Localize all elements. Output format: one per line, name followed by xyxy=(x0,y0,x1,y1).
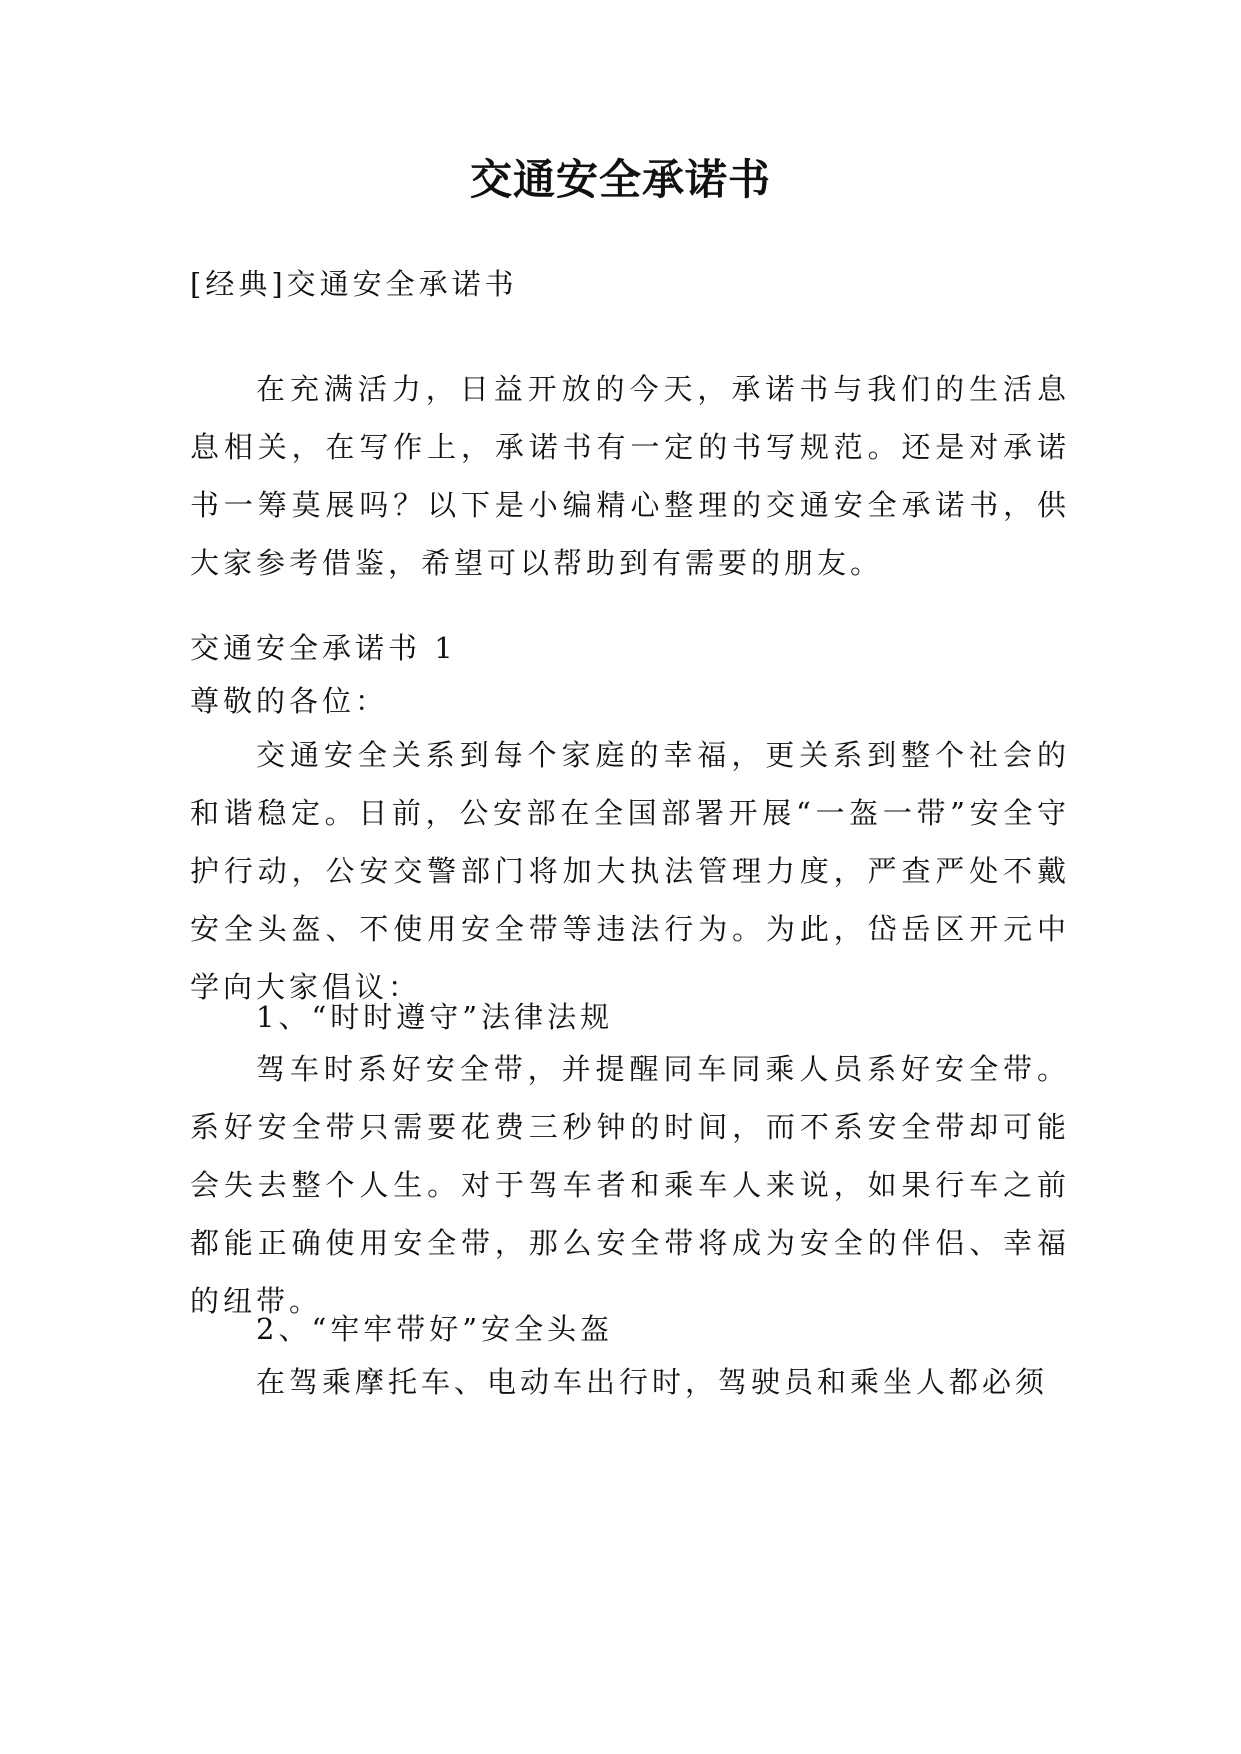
item-2-heading: 2、“牢牢带好”安全头盔 xyxy=(256,1312,614,1346)
section-heading: 交通安全承诺书 1 xyxy=(190,631,457,665)
salutation: 尊敬的各位： xyxy=(190,684,389,718)
item-1-heading: 1、“时时遵守”法律法规 xyxy=(256,1000,614,1034)
paragraph-safety-importance: 交通安全关系到每个家庭的幸福，更关系到整个社会的和谐稳定。日前，公安部在全国部署开展“一盔一带”安全守护行动，公安交警部门将加大执法管理力度，严查严处不戴安全头盔、不使用安全带等违法行为。为此，岱岳区开元中学向大家倡议： xyxy=(190,738,1070,1004)
document-subtitle: [经典]交通安全承诺书 xyxy=(190,267,518,301)
document-title: 交通安全承诺书 xyxy=(469,155,771,204)
item-2-body: 在驾乘摩托车、电动车出行时，驾驶员和乘坐人都必须 xyxy=(256,1365,1049,1399)
intro-paragraph: 在充满活力，日益开放的今天，承诺书与我们的生活息息相关，在写作上，承诺书有一定的书写规范。还是对承诺书一筹莫展吗？以下是小编精心整理的交通安全承诺书，供大家参考借鉴，希望可以帮助到有需要的朋友。 xyxy=(190,372,1070,580)
item-1-body: 驾车时系好安全带，并提醒同车同乘人员系好安全带。系好安全带只需要花费三秒钟的时间，而不系安全带却可能会失去整个人生。对于驾车者和乘车人来说，如果行车之前都能正确使用安全带，那么安全带将成为安全的伴侣、幸福的纽带。 xyxy=(190,1052,1070,1318)
